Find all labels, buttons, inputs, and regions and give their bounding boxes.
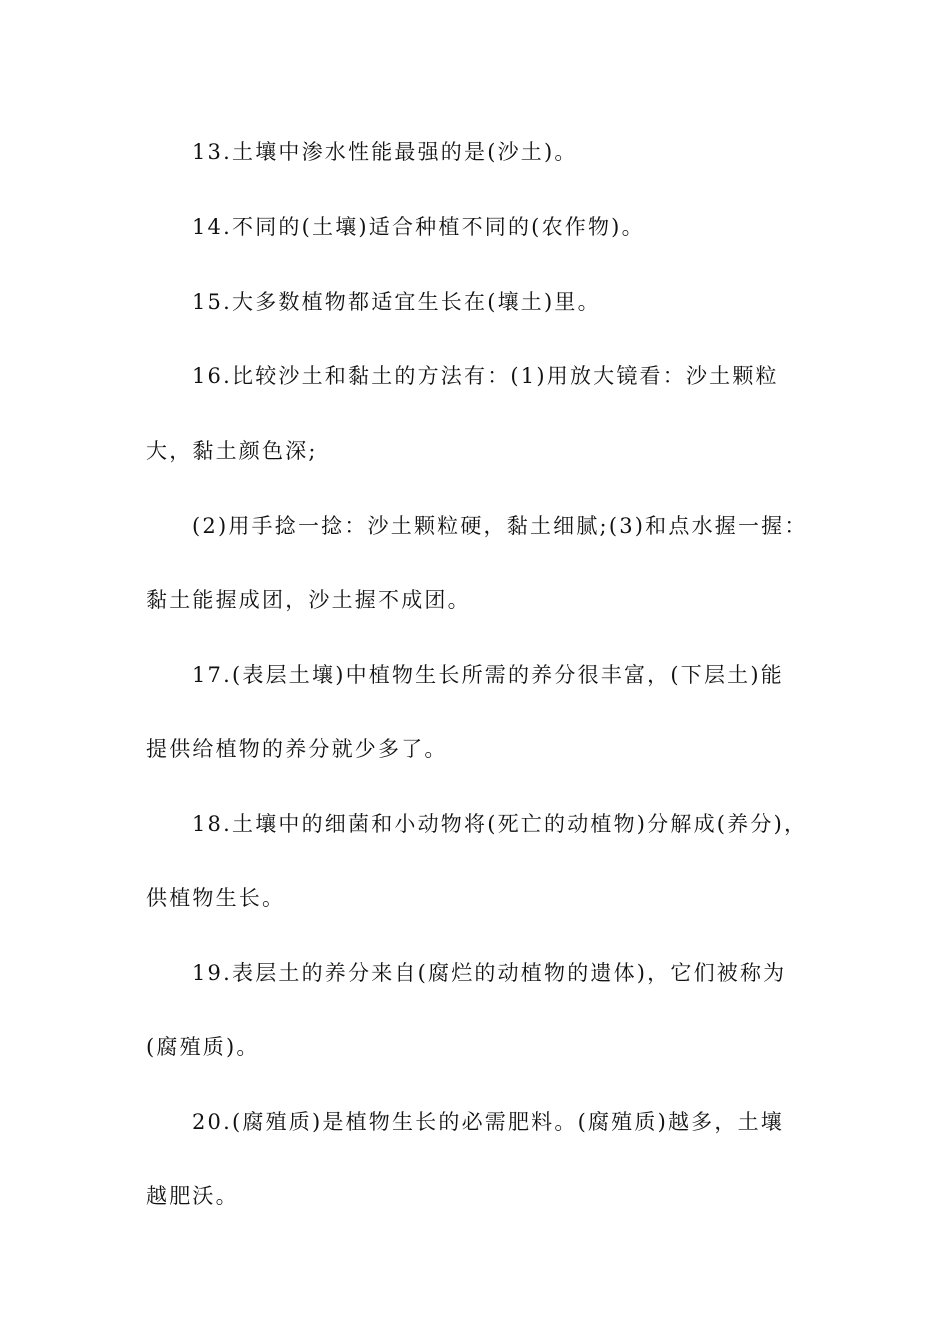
item-16-line-3: (2)用手捻一捻：沙土颗粒硬，黏土细腻;(3)和点水握一握： — [192, 514, 808, 538]
item-17-line-2: 提供给植物的养分就少多了。 — [146, 737, 448, 761]
item-19-line-1: 19.表层土的养分来自(腐烂的动植物的遗体)，它们被称为 — [192, 961, 787, 985]
item-18-line-1: 18.土壤中的细菌和小动物将(死亡的动植物)分解成(养分)， — [192, 812, 808, 836]
item-14-line: 14.不同的(土壤)适合种植不同的(农作物)。 — [192, 215, 645, 239]
item-17-line-1: 17.(表层土壤)中植物生长所需的养分很丰富，(下层土)能 — [192, 663, 784, 687]
item-19-line-2: (腐殖质)。 — [146, 1035, 260, 1059]
item-20-line-2: 越肥沃。 — [146, 1184, 239, 1208]
item-18-line-2: 供植物生长。 — [146, 886, 286, 910]
item-20-line-1: 20.(腐殖质)是植物生长的必需肥料。(腐殖质)越多，土壤 — [192, 1110, 784, 1134]
item-16-line-2: 大，黏土颜色深; — [146, 439, 318, 463]
item-16-line-4: 黏土能握成团，沙土握不成团。 — [146, 588, 471, 612]
item-13-line: 13.土壤中渗水性能最强的是(沙土)。 — [192, 140, 578, 164]
item-16-line-1: 16.比较沙土和黏土的方法有：(1)用放大镜看：沙土颗粒 — [192, 364, 779, 388]
item-15-line: 15.大多数植物都适宜生长在(壤土)里。 — [192, 290, 601, 314]
